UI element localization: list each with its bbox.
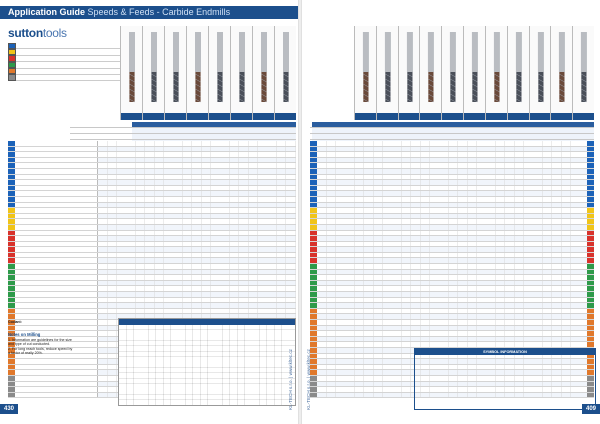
material-group-marker xyxy=(310,203,317,208)
material-group-marker xyxy=(310,331,317,336)
material-group-marker xyxy=(310,141,317,146)
value-cells xyxy=(98,203,296,208)
header-banner xyxy=(0,6,298,19)
material-group-marker xyxy=(310,337,317,342)
material-group-marker xyxy=(587,270,594,275)
tool-tag xyxy=(187,113,208,120)
endmill-image xyxy=(230,26,252,120)
endmill-image xyxy=(252,26,274,120)
material-group-marker xyxy=(310,242,317,247)
value-cells xyxy=(317,191,587,196)
side-text: KL-TECH s.r.o. | www.kltec.cz xyxy=(306,349,311,410)
value-cells xyxy=(317,163,587,168)
endmill-image xyxy=(274,26,296,120)
material-cell xyxy=(15,270,98,275)
value-cells xyxy=(98,186,296,191)
material-group-marker xyxy=(587,208,594,213)
material-cell xyxy=(15,258,98,263)
material-group-marker xyxy=(587,247,594,252)
material-cell xyxy=(15,197,98,202)
notes-heading: Notes on Milling xyxy=(8,332,41,337)
value-cells xyxy=(317,342,587,347)
material-group-marker xyxy=(587,203,594,208)
value-cells xyxy=(317,275,587,280)
material-group-marker xyxy=(8,214,15,219)
tool-tag xyxy=(508,113,529,120)
tool-tag xyxy=(165,113,186,120)
material-group-marker xyxy=(310,281,317,286)
value-cells xyxy=(317,314,587,319)
material-group-marker xyxy=(587,214,594,219)
material-group-marker xyxy=(587,242,594,247)
material-group-marker xyxy=(587,147,594,152)
material-group-marker xyxy=(310,175,317,180)
material-cell xyxy=(15,365,98,370)
material-group-marker xyxy=(8,186,15,191)
material-group-marker xyxy=(310,231,317,236)
material-cell xyxy=(15,298,98,303)
material-group-marker xyxy=(587,275,594,280)
material-group-marker xyxy=(587,163,594,168)
right-page xyxy=(302,0,600,424)
value-cells xyxy=(317,141,587,146)
material-group-marker xyxy=(310,197,317,202)
material-group-marker xyxy=(587,281,594,286)
material-group-marker xyxy=(587,303,594,308)
page-title: Application Guide Speeds & Feeds - Carbide Endmills xyxy=(8,7,231,17)
material-group-marker xyxy=(587,169,594,174)
material-group-marker xyxy=(8,258,15,263)
material-group-marker xyxy=(8,309,15,314)
material-cell xyxy=(15,387,98,392)
material-group-marker xyxy=(310,286,317,291)
material-group-marker xyxy=(310,303,317,308)
value-cells xyxy=(317,152,587,157)
value-cells xyxy=(98,147,296,152)
tool-tag xyxy=(143,113,164,120)
material-group-marker xyxy=(310,163,317,168)
material-group-marker xyxy=(310,342,317,347)
material-group-marker xyxy=(310,191,317,196)
value-cells xyxy=(98,231,296,236)
material-cell xyxy=(15,326,98,331)
material-group-marker xyxy=(587,253,594,258)
value-cells xyxy=(317,292,587,297)
material-group-marker xyxy=(310,298,317,303)
material-group-marker xyxy=(8,286,15,291)
value-cells xyxy=(98,163,296,168)
material-group-marker xyxy=(587,186,594,191)
value-cells xyxy=(317,236,587,241)
tool-tag xyxy=(253,113,274,120)
value-cells xyxy=(98,247,296,252)
material-group-marker xyxy=(8,236,15,241)
material-group-marker xyxy=(587,331,594,336)
material-cell xyxy=(15,147,98,152)
material-cell xyxy=(15,275,98,280)
material-group-marker xyxy=(587,298,594,303)
value-cells xyxy=(98,298,296,303)
value-cells xyxy=(317,303,587,308)
tool-tag xyxy=(399,113,420,120)
material-group-marker xyxy=(8,180,15,185)
material-group-marker xyxy=(310,309,317,314)
notes-line: and type of cut conducted. xyxy=(8,342,51,347)
tool-tag xyxy=(464,113,485,120)
material-cell xyxy=(15,175,98,180)
material-group-marker xyxy=(310,158,317,163)
endmill-image xyxy=(485,26,507,120)
value-cells xyxy=(98,191,296,196)
value-cells xyxy=(317,298,587,303)
material-group-marker xyxy=(310,365,317,370)
value-cells xyxy=(317,242,587,247)
material-group-marker xyxy=(310,376,317,381)
material-group-marker xyxy=(310,320,317,325)
value-cells xyxy=(98,180,296,185)
material-cell xyxy=(15,180,98,185)
tool-tag xyxy=(355,113,376,120)
value-cells xyxy=(98,175,296,180)
material-cell xyxy=(15,152,98,157)
material-group-marker xyxy=(8,326,15,331)
value-cells xyxy=(317,253,587,258)
material-group-marker xyxy=(587,180,594,185)
value-cells xyxy=(98,242,296,247)
material-group-marker xyxy=(587,337,594,342)
value-cells xyxy=(317,320,587,325)
material-group-marker xyxy=(310,264,317,269)
material-group-marker xyxy=(587,197,594,202)
endmill-image xyxy=(186,26,208,120)
material-cell xyxy=(15,382,98,387)
tool-image-strip xyxy=(354,26,594,120)
side-text: KL-TECH s.r.o. | www.kltec.cz xyxy=(288,349,293,410)
value-cells xyxy=(317,286,587,291)
material-group-marker xyxy=(587,326,594,331)
material-group-marker xyxy=(8,231,15,236)
material-group-marker xyxy=(587,152,594,157)
material-group-marker xyxy=(310,225,317,230)
material-group-marker xyxy=(587,286,594,291)
value-cells xyxy=(317,337,587,342)
material-group-marker xyxy=(8,175,15,180)
material-group-marker xyxy=(310,314,317,319)
material-group-marker xyxy=(8,169,15,174)
material-group-marker xyxy=(587,141,594,146)
material-group-marker xyxy=(8,359,15,364)
material-cell xyxy=(15,309,98,314)
material-group-marker xyxy=(310,180,317,185)
material-cell xyxy=(15,169,98,174)
material-group-marker xyxy=(8,141,15,146)
value-cells xyxy=(317,208,587,213)
value-cells xyxy=(317,326,587,331)
material-group-marker xyxy=(587,314,594,319)
endmill-image xyxy=(441,26,463,120)
value-cells xyxy=(317,281,587,286)
material-group-marker xyxy=(310,253,317,258)
value-cells xyxy=(317,214,587,219)
endmill-image xyxy=(550,26,572,120)
value-cells xyxy=(98,253,296,258)
value-cells xyxy=(98,169,296,174)
value-cells xyxy=(98,292,296,297)
material-group-marker xyxy=(310,326,317,331)
material-group-marker xyxy=(8,219,15,224)
endmill-image xyxy=(572,26,594,120)
coolant-line: Coolant: xyxy=(8,320,22,324)
value-cells xyxy=(98,141,296,146)
material-group-marker xyxy=(8,225,15,230)
material-group-marker xyxy=(8,242,15,247)
material-group-marker xyxy=(310,214,317,219)
tool-tag xyxy=(442,113,463,120)
tool-tag xyxy=(121,113,142,120)
value-cells xyxy=(317,197,587,202)
material-cell xyxy=(15,231,98,236)
milling-notes xyxy=(8,333,108,356)
material-group-marker xyxy=(8,253,15,258)
value-cells xyxy=(317,309,587,314)
value-cells xyxy=(98,197,296,202)
material-group-marker xyxy=(310,247,317,252)
symbol-information-box xyxy=(414,348,596,410)
value-cells xyxy=(317,270,587,275)
endmill-image xyxy=(463,26,485,120)
material-cell xyxy=(15,158,98,163)
material-group-marker xyxy=(310,275,317,280)
material-cell xyxy=(15,393,98,398)
grid-header xyxy=(119,319,295,325)
tool-tag xyxy=(551,113,572,120)
value-cells xyxy=(317,231,587,236)
value-cells xyxy=(98,275,296,280)
material-cell xyxy=(15,359,98,364)
material-group-marker xyxy=(310,208,317,213)
material-cell xyxy=(15,225,98,230)
material-cell xyxy=(15,247,98,252)
material-group-marker xyxy=(8,382,15,387)
material-group-marker xyxy=(587,231,594,236)
value-cells xyxy=(317,186,587,191)
material-cell xyxy=(15,314,98,319)
material-cell xyxy=(15,141,98,146)
material-group-marker xyxy=(310,382,317,387)
value-cells xyxy=(317,180,587,185)
material-cell xyxy=(15,303,98,308)
endmill-image xyxy=(120,26,142,120)
material-group-marker xyxy=(8,376,15,381)
notes-line: 2. For long reach tools, reduce speed by xyxy=(8,346,73,351)
value-cells xyxy=(317,147,587,152)
material-group-marker xyxy=(8,281,15,286)
material-group-marker xyxy=(310,348,317,353)
material-group-marker xyxy=(310,169,317,174)
value-cells xyxy=(98,236,296,241)
material-group-marker xyxy=(310,370,317,375)
tool-tag xyxy=(377,113,398,120)
material-group-marker xyxy=(310,147,317,152)
material-group-marker xyxy=(8,270,15,275)
reduction-factor-grid xyxy=(118,318,296,406)
material-group-marker xyxy=(8,152,15,157)
endmill-image xyxy=(419,26,441,120)
material-group-marker xyxy=(310,258,317,263)
material-group-marker xyxy=(310,219,317,224)
material-group-marker xyxy=(8,147,15,152)
page-number: 409 xyxy=(582,404,600,414)
value-cells xyxy=(98,281,296,286)
left-page xyxy=(0,0,298,424)
tool-tag xyxy=(486,113,507,120)
material-group-marker xyxy=(8,208,15,213)
material-group-marker xyxy=(587,236,594,241)
material-group-marker xyxy=(8,275,15,280)
material-cell xyxy=(15,219,98,224)
material-group-marker xyxy=(8,163,15,168)
value-cells xyxy=(317,258,587,263)
value-cells xyxy=(98,303,296,308)
material-group-marker xyxy=(587,219,594,224)
material-group-marker xyxy=(310,387,317,392)
material-cell xyxy=(15,214,98,219)
material-group-marker xyxy=(310,354,317,359)
brand-logo: suttontools xyxy=(8,26,67,40)
material-group-marker xyxy=(8,292,15,297)
material-group-marker xyxy=(8,158,15,163)
value-cells xyxy=(317,158,587,163)
material-group-marker xyxy=(8,191,15,196)
endmill-image xyxy=(142,26,164,120)
material-cell xyxy=(15,376,98,381)
material-group-marker xyxy=(8,393,15,398)
tool-tag xyxy=(573,113,594,120)
material-group-marker xyxy=(310,152,317,157)
tool-image-strip xyxy=(120,26,296,120)
tool-tag xyxy=(209,113,230,120)
value-cells xyxy=(98,152,296,157)
material-cell xyxy=(15,186,98,191)
value-cells xyxy=(98,158,296,163)
material-legend xyxy=(8,43,120,81)
material-group-marker xyxy=(8,387,15,392)
value-cells xyxy=(317,331,587,336)
value-cells xyxy=(98,270,296,275)
value-cells xyxy=(317,169,587,174)
material-group-marker xyxy=(8,197,15,202)
material-group-marker xyxy=(8,314,15,319)
value-cells xyxy=(317,175,587,180)
material-group-marker xyxy=(587,225,594,230)
endmill-image xyxy=(529,26,551,120)
material-group-marker xyxy=(587,292,594,297)
page-number: 430 xyxy=(0,404,18,414)
tool-tag xyxy=(275,113,296,120)
material-cell xyxy=(15,191,98,196)
material-cell xyxy=(15,281,98,286)
value-cells xyxy=(98,214,296,219)
value-cells xyxy=(98,264,296,269)
material-cell xyxy=(15,292,98,297)
material-group-marker xyxy=(310,236,317,241)
endmill-image xyxy=(376,26,398,120)
endmill-image xyxy=(354,26,376,120)
tool-tag xyxy=(231,113,252,120)
value-cells xyxy=(317,219,587,224)
material-cell xyxy=(15,370,98,375)
material-group-marker xyxy=(587,264,594,269)
material-group-marker xyxy=(8,370,15,375)
value-cells xyxy=(98,219,296,224)
material-group-marker xyxy=(587,342,594,347)
value-cells xyxy=(317,264,587,269)
material-cell xyxy=(15,203,98,208)
material-group-marker xyxy=(8,298,15,303)
symbol-box-heading: SYMBOL INFORMATION xyxy=(415,349,595,355)
material-group-marker xyxy=(310,270,317,275)
material-group-marker xyxy=(8,264,15,269)
value-cells xyxy=(98,208,296,213)
value-cells xyxy=(317,225,587,230)
material-group-marker xyxy=(8,203,15,208)
endmill-image xyxy=(507,26,529,120)
material-group-marker xyxy=(310,186,317,191)
material-cell xyxy=(15,264,98,269)
material-group-marker xyxy=(8,303,15,308)
material-group-marker xyxy=(587,158,594,163)
notes-line: 1. Information are guidelines for the size xyxy=(8,337,72,342)
material-group-marker xyxy=(587,258,594,263)
material-group-marker xyxy=(310,393,317,398)
value-cells xyxy=(317,203,587,208)
value-cells xyxy=(98,286,296,291)
material-cell xyxy=(15,286,98,291)
material-cell xyxy=(15,253,98,258)
material-cell xyxy=(15,242,98,247)
material-group-marker xyxy=(310,292,317,297)
material-group-marker xyxy=(587,191,594,196)
value-cells xyxy=(98,309,296,314)
endmill-image xyxy=(208,26,230,120)
material-cell xyxy=(15,236,98,241)
tool-tag xyxy=(420,113,441,120)
notes-line: a factor of really 20%. xyxy=(8,351,43,356)
value-cells xyxy=(317,247,587,252)
material-group-marker xyxy=(8,365,15,370)
endmill-image xyxy=(164,26,186,120)
material-group-marker xyxy=(587,175,594,180)
material-cell xyxy=(15,208,98,213)
endmill-image xyxy=(398,26,420,120)
material-group-marker xyxy=(8,247,15,252)
value-cells xyxy=(98,225,296,230)
material-group-marker xyxy=(587,320,594,325)
material-group-marker xyxy=(310,359,317,364)
material-group-marker xyxy=(587,309,594,314)
material-cell xyxy=(15,163,98,168)
tool-tag xyxy=(530,113,551,120)
value-cells xyxy=(98,258,296,263)
